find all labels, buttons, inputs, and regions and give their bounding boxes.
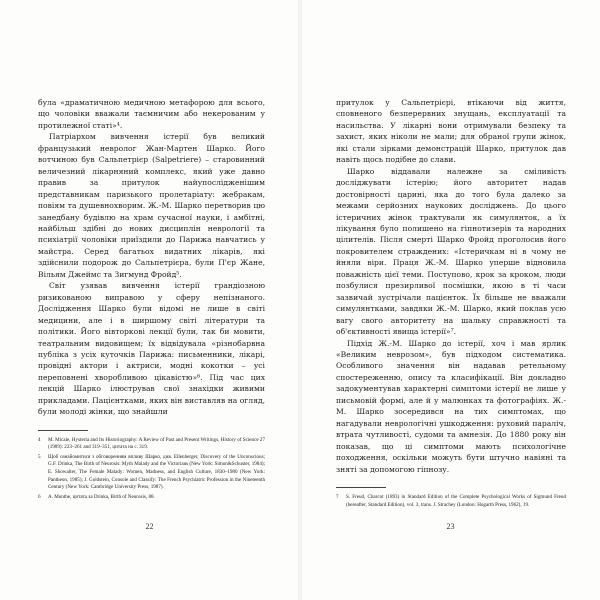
right-footnotes [336,494,566,509]
right-body-text [336,97,566,475]
left-paragraph-2: Патріархом вивчення істерії був великий французький невролог Жан-Мартен Шарко. Його вотчиною був Сальпетрієр (Salpetriere) – старовинний величезний лікарняний комплекс, який уже давно правив за притулок найупослідженішим представникам паризького пролетаріату: жебракам, повіям та душевнохворим. Ж.-М. Шарко перетворив цю занедбану будівлю на храм сучасної науки, і амбітні, найбільш здібні до нових дисциплін неврології та психіатрії чоловіки приїздили до Парижа навчатись у майстра. Серед багатьох видатних лікарів, які здійснили подорож до Сальпетрієра, були П'єр Жане, Вільям Джеймс та Зигмунд Фройд⁵. [38,132,265,279]
right-paragraph-1: притулок у Сальпетрієрі, втікаючи від життя, сповненого безперервних знущань, експлуатації та насильства. У лікарні вони отримували безпеку та захист, яких ніколи не мали; для обраної групи жінок, які стали зірками демонстрацій Шарко, притулок дав навіть щось подібне до слави. [336,98,566,165]
page-number: 22 [145,522,154,531]
page-number: 23 [446,522,455,531]
left-page [0,0,299,600]
left-body-text [38,97,265,418]
right-paragraph-2: Шарко віддавали належне за сміливість досліджувати істерію; його авторитет надав достовірності царині, яка до того була далеко за межами серйозних наукових досліджень. До цього істеричних жінок трактували як симулянток, а їх лікування було полишено на гіпнотизерів та народних цілителів. Після смерті Шарко Фройд проголосив його покровителем страждених: «Істеричкам ні в чому не йняли віри. Праця Ж.-М. Шарко уперше відновила поважність цієї теми. Поступово, крок за кроком, люди позбулися презирливої посмішки, якою в ті часи зазвичай зустрічали пацієнток. Їх більше не вважали симулянтками, завдяки Ж.-М. Шарко, який поклав усю вагу свого авторитету на шальку справжності та об'єктивності явища істерії»⁷. [336,166,566,337]
footnote-text: S. Freud, Charcot (1893) in Standard Edition of the Complete Psychological Works of Sigmund Freud (hereafter, Standard Edition), vol. 3, trans. J. Strachey (London: Hogarth Press, 1962), 19. [346,493,566,508]
footnote [336,494,566,509]
footnote [38,454,265,493]
footnote-divider [336,487,386,488]
left-footnotes [38,437,265,502]
footnote-text: M. Micale, Hysteria and Its Historiography: A Review of Past and Present Writings, History of Science 27 (1989): 223–261 and 319–351, цитата на с. 319. [48,436,265,451]
right-page [301,0,600,600]
footnote-text: Щоб ознайомитися з обговоренням впливу Шарко, див. Ellenberger, Discovery of the Unconscious; G.F. Drinka, The Birth of Neurosis: Myth Malady and the Victorians (New York: Simon&Schuster, 1984); E. Showalter, The Female Malady: Women, Madness, and English Culture, 1830–1980 (New York: Pantheon, 1985); J. Goldstein, Console and Classify: The French Psychiatric Profession in the Nineteenth Century (New York: Cambridge University Press, 1987). [48,453,265,491]
footnote-number: 6 [38,493,41,500]
footnote [38,494,265,502]
right-text-column [336,97,566,511]
footnote-number: 7 [336,493,339,500]
footnote-divider [38,430,88,431]
left-text-column [38,97,265,503]
footnote [38,437,265,452]
right-paragraph-3: Підхід Ж.-М. Шарко до істерії, хоч і мав ярлик «Великим неврозом», був підходом систематика. Особливого значення він надавав ретельному спостереженню, опису та класифікації. Він докладно задокументував характерні симптоми істерії не лише у письмовій формі, але й у малюнках та фотографіях. Ж.-М. Шарко зосередився на тих симптомах, що нагадували неврологічні ушкодження: руховий параліч, втрата чутливості, судоми та амнезія. До 1880 року він показав, що ці симптоми мають психологічне походження, оскільки можуть бути штучно навіяні та зняті за допомогою гіпнозу. [336,338,566,474]
left-paragraph-3: Світ узявав вивчення істерії грандіозною ризикованою виправою у сферу непізнаного. Дослідження Шарко були відомі не лише в світі медицини, але і в ширшому світі літератури та політики. Його вівторкові лекції були, так би мовити, театральним видовищем; їх відвідувала «різнобарвна публіка з усіх куточків Парижа: письменники, лікарі, провідні актори і актриси, модні кокотки – усі переповнені хворобливою цікавістю»⁶. Під час цих лекцій Шарко ілюстрував свої знахідки живими прикладами. Пацієнтками, яких він виставляв на огляд, були молоді жінки, що знайшли [38,281,265,417]
footnote-number: 5 [38,453,41,460]
footnote-text: A. Munthe, цитата за Drinka, Birth of Neurosis, 88. [48,493,155,500]
footnote-number: 4 [38,436,41,443]
left-paragraph-1: була «драматичною медичною метафорою для всього, що чоловіки вважали таємничим або некерованим у протилежної статі»⁴. [38,98,265,130]
